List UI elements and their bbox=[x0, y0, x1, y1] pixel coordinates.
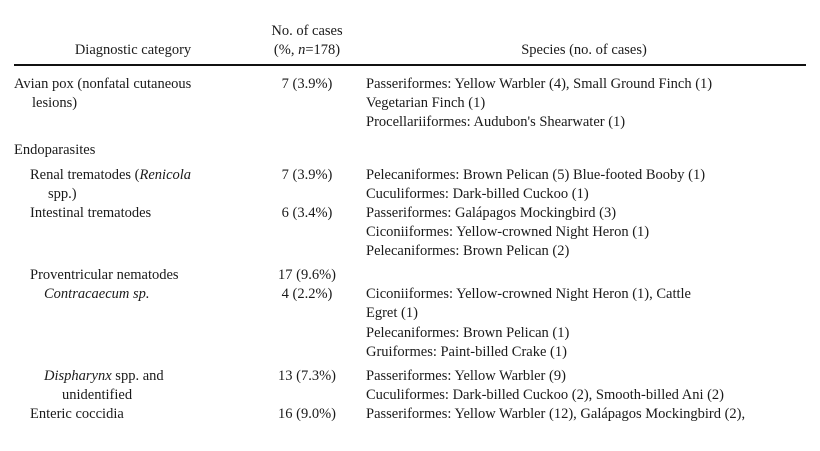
species-line: Passeriformes: Yellow Warbler (9) bbox=[366, 367, 566, 384]
row-species-enteric-coccidia bbox=[362, 405, 806, 424]
row-category-endoparasites: Endoparasites bbox=[14, 142, 96, 159]
row-category-contracaecum: Contracaecum sp. bbox=[44, 286, 150, 303]
row-cases-avian-pox: 7 (3.9%) bbox=[281, 76, 333, 93]
header-row bbox=[14, 22, 806, 64]
header-diagnostic-category: Diagnostic category bbox=[74, 41, 192, 58]
row-category-intestinal-trematodes: Intestinal trematodes bbox=[30, 204, 152, 221]
species-line: Cuculiformes: Dark-billed Cuckoo (1) bbox=[366, 185, 589, 202]
species-line: Pelecaniformes: Brown Pelican (1) bbox=[366, 324, 570, 341]
row-species-avian-pox bbox=[362, 75, 806, 132]
row-species-intestinal-trematodes bbox=[362, 204, 806, 261]
category-line-1: Renal trematodes (Renicola bbox=[30, 166, 192, 183]
row-category-dispharynx bbox=[14, 367, 252, 405]
row-cases-enteric-coccidia: 16 (9.0%) bbox=[278, 406, 336, 423]
species-line: Cuculiformes: Dark-billed Cuckoo (2), Smooth-billed Ani (2) bbox=[366, 386, 725, 403]
row-category-avian-pox bbox=[14, 75, 252, 132]
table-row bbox=[14, 204, 806, 261]
species-line: Ciconiiformes: Yellow-crowned Night Heron (1), Cattle bbox=[366, 286, 691, 303]
species-line: Passeriformes: Yellow Warbler (4), Small Ground Finch (1) bbox=[366, 76, 713, 93]
table-row bbox=[14, 141, 806, 160]
species-line: Procellariiformes: Audubon's Shearwater (1) bbox=[366, 114, 626, 131]
table-row bbox=[14, 367, 806, 405]
row-cases-intestinal-trematodes: 6 (3.4%) bbox=[281, 204, 333, 221]
category-line-1: Dispharynx spp. and bbox=[44, 367, 164, 384]
species-line: Pelecaniformes: Brown Pelican (2) bbox=[366, 243, 570, 260]
species-line: Gruiformes: Paint-billed Crake (1) bbox=[366, 343, 567, 360]
species-line: Passeriformes: Galápagos Mockingbird (3) bbox=[366, 204, 617, 221]
row-species-dispharynx bbox=[362, 367, 806, 405]
category-line-1: Avian pox (nonfatal cutaneous bbox=[14, 76, 192, 93]
table-body bbox=[14, 66, 806, 424]
row-cases-proventricular-nematodes: 17 (9.6%) bbox=[278, 267, 336, 284]
species-line: Egret (1) bbox=[366, 305, 418, 322]
row-species-proventricular-nematodes bbox=[362, 266, 806, 285]
category-line-2: lesions) bbox=[32, 95, 78, 112]
genus-renicola: Renicola bbox=[139, 166, 192, 183]
species-line: Ciconiiformes: Yellow-crowned Night Heron (1) bbox=[366, 223, 650, 240]
table-row bbox=[14, 75, 806, 132]
row-cases-renal-trematodes: 7 (3.9%) bbox=[281, 166, 333, 183]
row-species-contracaecum bbox=[362, 285, 806, 362]
row-category-renal-trematodes bbox=[14, 166, 252, 204]
header-no-of-cases-line2: (%, n=178) bbox=[273, 41, 341, 58]
species-line: Pelecaniformes: Brown Pelican (5) Blue-footed Booby (1) bbox=[366, 166, 706, 183]
row-category-proventricular-nematodes: Proventricular nematodes bbox=[30, 267, 179, 284]
genus-dispharynx: Dispharynx bbox=[44, 367, 112, 384]
header-species: Species (no. of cases) bbox=[521, 41, 647, 58]
spacer-row bbox=[14, 132, 806, 141]
row-species-endoparasites bbox=[362, 141, 806, 160]
row-cases-endoparasites bbox=[252, 141, 362, 160]
category-line-2: spp.) bbox=[48, 185, 77, 202]
table-row bbox=[14, 285, 806, 362]
header-no-of-cases-line1: No. of cases bbox=[271, 23, 343, 39]
spacer-row bbox=[14, 66, 806, 75]
diagnostic-categories-table bbox=[14, 22, 806, 424]
species-line: Vegetarian Finch (1) bbox=[366, 95, 486, 112]
category-line-2: unidentified bbox=[62, 386, 133, 403]
row-category-enteric-coccidia: Enteric coccidia bbox=[30, 406, 124, 423]
table-row bbox=[14, 166, 806, 204]
header-no-of-cases bbox=[252, 22, 362, 64]
table-row bbox=[14, 405, 806, 424]
table-header bbox=[14, 22, 806, 66]
row-species-renal-trematodes bbox=[362, 166, 806, 204]
species-line: Passeriformes: Yellow Warbler (12), Galápagos Mockingbird (2), bbox=[366, 406, 746, 423]
row-cases-contracaecum: 4 (2.2%) bbox=[281, 286, 333, 303]
row-cases-dispharynx: 13 (7.3%) bbox=[278, 367, 336, 384]
table-row bbox=[14, 266, 806, 285]
